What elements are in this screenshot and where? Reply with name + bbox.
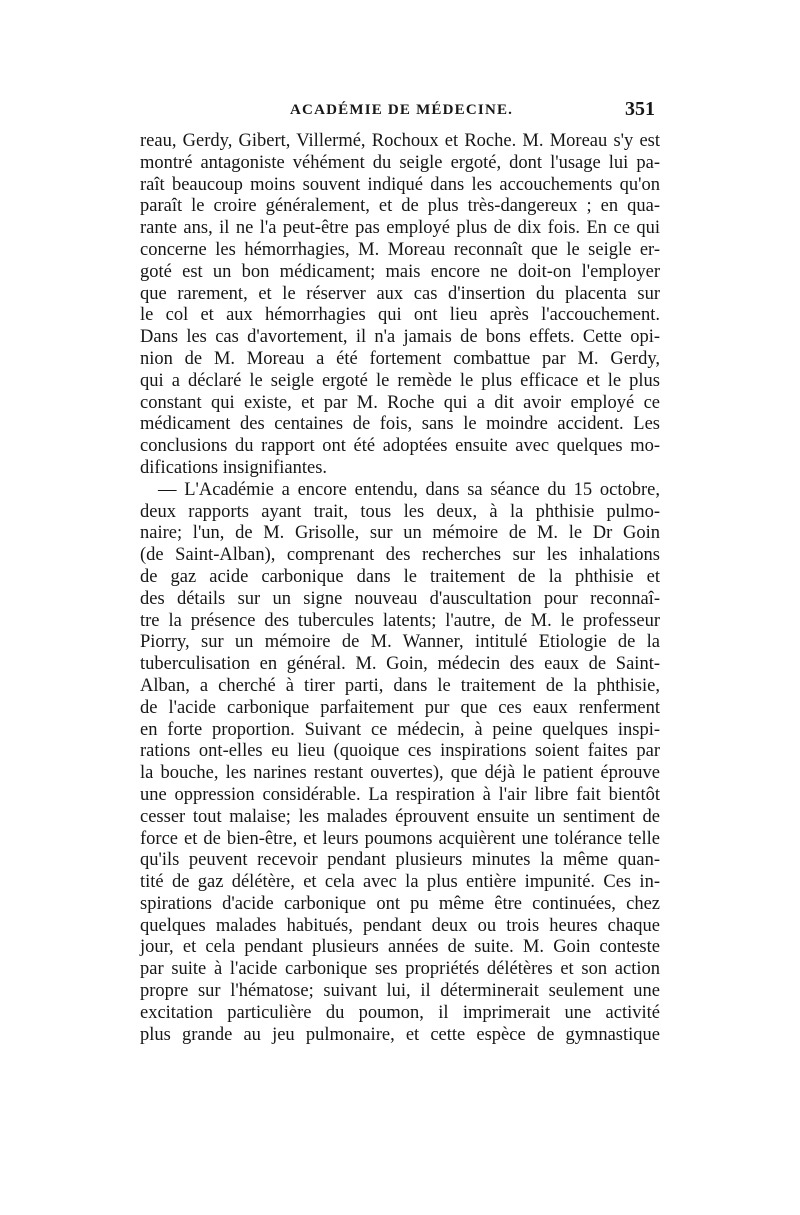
text-line: paraît le croire généralement, et de plus très-dangereux ; en qua-: [140, 196, 660, 217]
text-line: spirations d'acide carbonique ont pu même être continuées, chez: [140, 893, 660, 914]
page-number: 351: [625, 98, 655, 120]
text-line: rations ont-elles eu lieu (quoique ces inspirations soient faites par: [140, 741, 660, 762]
text-line: jour, et cela pendant plusieurs années de suite. M. Goin conteste: [140, 937, 660, 958]
text-line: (de Saint-Alban), comprenant des recherches sur les inhalations: [140, 545, 660, 566]
text-line: tité de gaz délétère, et cela avec la plus entière impunité. Ces in-: [140, 872, 660, 893]
text-line: goté est un bon médicament; mais encore ne doit-on l'employer: [140, 261, 660, 282]
text-line: deux rapports ayant trait, tous les deux, à la phthisie pulmo-: [140, 501, 660, 522]
text-line: — L'Académie a encore entendu, dans sa séance du 15 octobre,: [158, 479, 660, 500]
text-line: qui a déclaré le seigle ergoté le remède le plus efficace et le plus: [140, 370, 660, 391]
text-line: le col et aux hémorrhagies qui ont lieu après l'accouchement.: [140, 305, 660, 326]
page-header: [140, 98, 655, 128]
text-line: force et de bien-être, et leurs poumons acquièrent une tolérance telle: [140, 828, 660, 849]
text-line: montré antagoniste véhément du seigle ergoté, dont l'usage lui pa-: [140, 152, 660, 173]
text-line: tre la présence des tubercules latents; l'autre, de M. le professeur: [140, 610, 660, 631]
text-line: des détails sur un signe nouveau d'auscultation pour reconnaî-: [140, 588, 660, 609]
text-line: conclusions du rapport ont été adoptées ensuite avec quelques mo-: [140, 436, 660, 457]
text-line: la bouche, les narines restant ouvertes), que déjà le patient éprouve: [140, 763, 660, 784]
text-line: une oppression considérable. La respiration à l'air libre fait bientôt: [140, 784, 660, 805]
text-line: que rarement, et le réserver aux cas d'insertion du placenta sur: [140, 283, 660, 304]
text-line: difications insignifiantes.: [140, 457, 328, 478]
text-line: nion de M. Moreau a été fortement combattue par M. Gerdy,: [140, 348, 660, 369]
text-line: excitation particulière du poumon, il imprimerait une activité: [140, 1002, 660, 1023]
text-line: médicament des centaines de fois, sans le moindre accident. Les: [140, 414, 660, 435]
text-line: par suite à l'acide carbonique ses propriétés délétères et son action: [140, 959, 660, 980]
text-line: reau, Gerdy, Gibert, Villermé, Rochoux et Roche. M. Moreau s'y est: [140, 131, 660, 151]
text-line: rante ans, il ne l'a peut-être pas employé plus de dix fois. En ce qui: [140, 218, 660, 239]
text-line: de l'acide carbonique parfaitement pur que ces eaux renferment: [140, 697, 660, 718]
text-line: constant qui existe, et par M. Roche qui a dit avoir employé ce: [140, 392, 660, 413]
text-line: raît beaucoup moins souvent indiqué dans les accouchements qu'on: [140, 174, 660, 195]
text-line: Alban, a cherché à tirer parti, dans le traitement de la phthisie,: [140, 675, 660, 696]
text-line: cesser tout malaise; les malades éprouvent ensuite un sentiment de: [140, 806, 660, 827]
text-line: quelques malades habitués, pendant deux ou trois heures chaque: [140, 915, 660, 936]
running-title: ACADÉMIE DE MÉDECINE.: [290, 102, 514, 118]
body-text: [140, 131, 660, 1046]
text-line: concerne les hémorrhagies, M. Moreau reconnaît que le seigle er-: [140, 239, 660, 260]
text-line: en forte proportion. Suivant ce médecin, à peine quelques inspi-: [140, 719, 660, 740]
text-line: tuberculisation en général. M. Goin, médecin des eaux de Saint-: [140, 654, 660, 675]
text-line: plus grande au jeu pulmonaire, et cette espèce de gymnastique: [140, 1024, 660, 1045]
text-line: qu'ils peuvent recevoir pendant plusieurs minutes la même quan-: [140, 850, 660, 871]
text-line: de gaz acide carbonique dans le traitement de la phthisie et: [140, 566, 660, 587]
text-line: propre sur l'hématose; suivant lui, il déterminerait seulement une: [140, 981, 660, 1002]
text-line: naire; l'un, de M. Grisolle, sur un mémoire de M. le Dr Goin: [140, 523, 660, 544]
text-line: Piorry, sur un mémoire de M. Wanner, intitulé Etiologie de la: [140, 632, 660, 653]
text-line: Dans les cas d'avortement, il n'a jamais de bons effets. Cette opi-: [140, 327, 660, 348]
